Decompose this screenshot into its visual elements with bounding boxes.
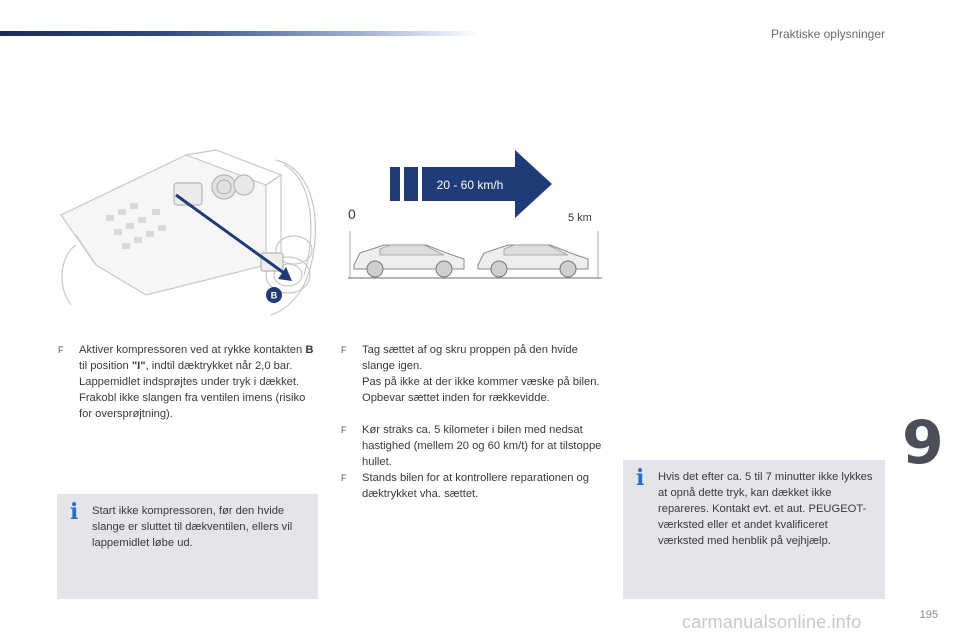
page-number: 195: [919, 609, 938, 621]
distance-start-label: 0: [348, 206, 356, 222]
instruction-activate-compressor: [58, 342, 318, 422]
distance-end-label: 5 km: [568, 212, 592, 224]
bullet-marker: F: [341, 425, 347, 435]
instruction-text-part: , indtil dæktrykket når 2,0 bar.: [145, 360, 293, 372]
info-note-text: Hvis det efter ca. 5 til 7 minutter ikke lykkes at opnå dette tryk, kan dækket ikke repareres. Kontakt evt. et aut. PEUGEOT-værksted eller et andet kvalificeret værksted med henblik på vejhjælp.: [658, 471, 873, 547]
bullet-marker: F: [58, 345, 64, 355]
instruction-stop-and-check: [341, 470, 611, 502]
header-accent-bar: [0, 31, 480, 36]
watermark-text: carmanualsonline.info: [682, 612, 862, 632]
callout-b-label: B: [270, 290, 278, 301]
position-label: "I": [131, 360, 146, 372]
info-icon: i: [70, 499, 79, 525]
info-note-right: [623, 460, 885, 599]
chapter-number: 9: [902, 408, 944, 478]
instruction-text-2: Lappemidlet indsprøjtes under tryk i dækket. Frakobl ikke slangen fra ventilen imens (risiko for oversprøjtning).: [79, 376, 306, 420]
compressor-illustration: [56, 145, 321, 317]
speed-distance-illustration: [340, 145, 610, 295]
bullet-marker: F: [341, 345, 347, 355]
instruction-text-2: Pas på ikke at der ikke kommer væske på bilen. Opbevar sættet inden for rækkevidde.: [362, 376, 600, 404]
instruction-text: Stands bilen for at kontrollere reparationen og dæktrykket vha. sættet.: [362, 472, 590, 500]
instruction-text-part: til position: [79, 360, 132, 372]
switch-label-b: B: [305, 344, 314, 356]
info-icon: i: [636, 465, 645, 491]
info-note-left: [57, 494, 318, 599]
instruction-remove-kit: [341, 342, 611, 406]
car-end-icon: [478, 245, 588, 277]
section-title: Praktiske oplysninger: [770, 27, 885, 41]
instruction-text: [79, 342, 318, 374]
info-note-text: Start ikke kompressoren, før den hvide slange er sluttet til dækventilen, ellers vil lappemidlet løbe ud.: [92, 505, 293, 549]
instruction-text: Kør straks ca. 5 kilometer i bilen med nedsat hastighed (mellem 20 og 60 km/t) for at tilstoppe hullet.: [362, 424, 602, 468]
instruction-text: Tag sættet af og skru proppen på den hvide slange igen.: [362, 344, 578, 372]
speed-range-label: 20 - 60 km/h: [436, 178, 504, 192]
instruction-text-part: Aktiver kompressoren ved at rykke kontakten: [79, 344, 306, 356]
bullet-marker: F: [341, 473, 347, 483]
car-start-icon: [354, 245, 464, 277]
instruction-drive-5km: [341, 422, 611, 470]
